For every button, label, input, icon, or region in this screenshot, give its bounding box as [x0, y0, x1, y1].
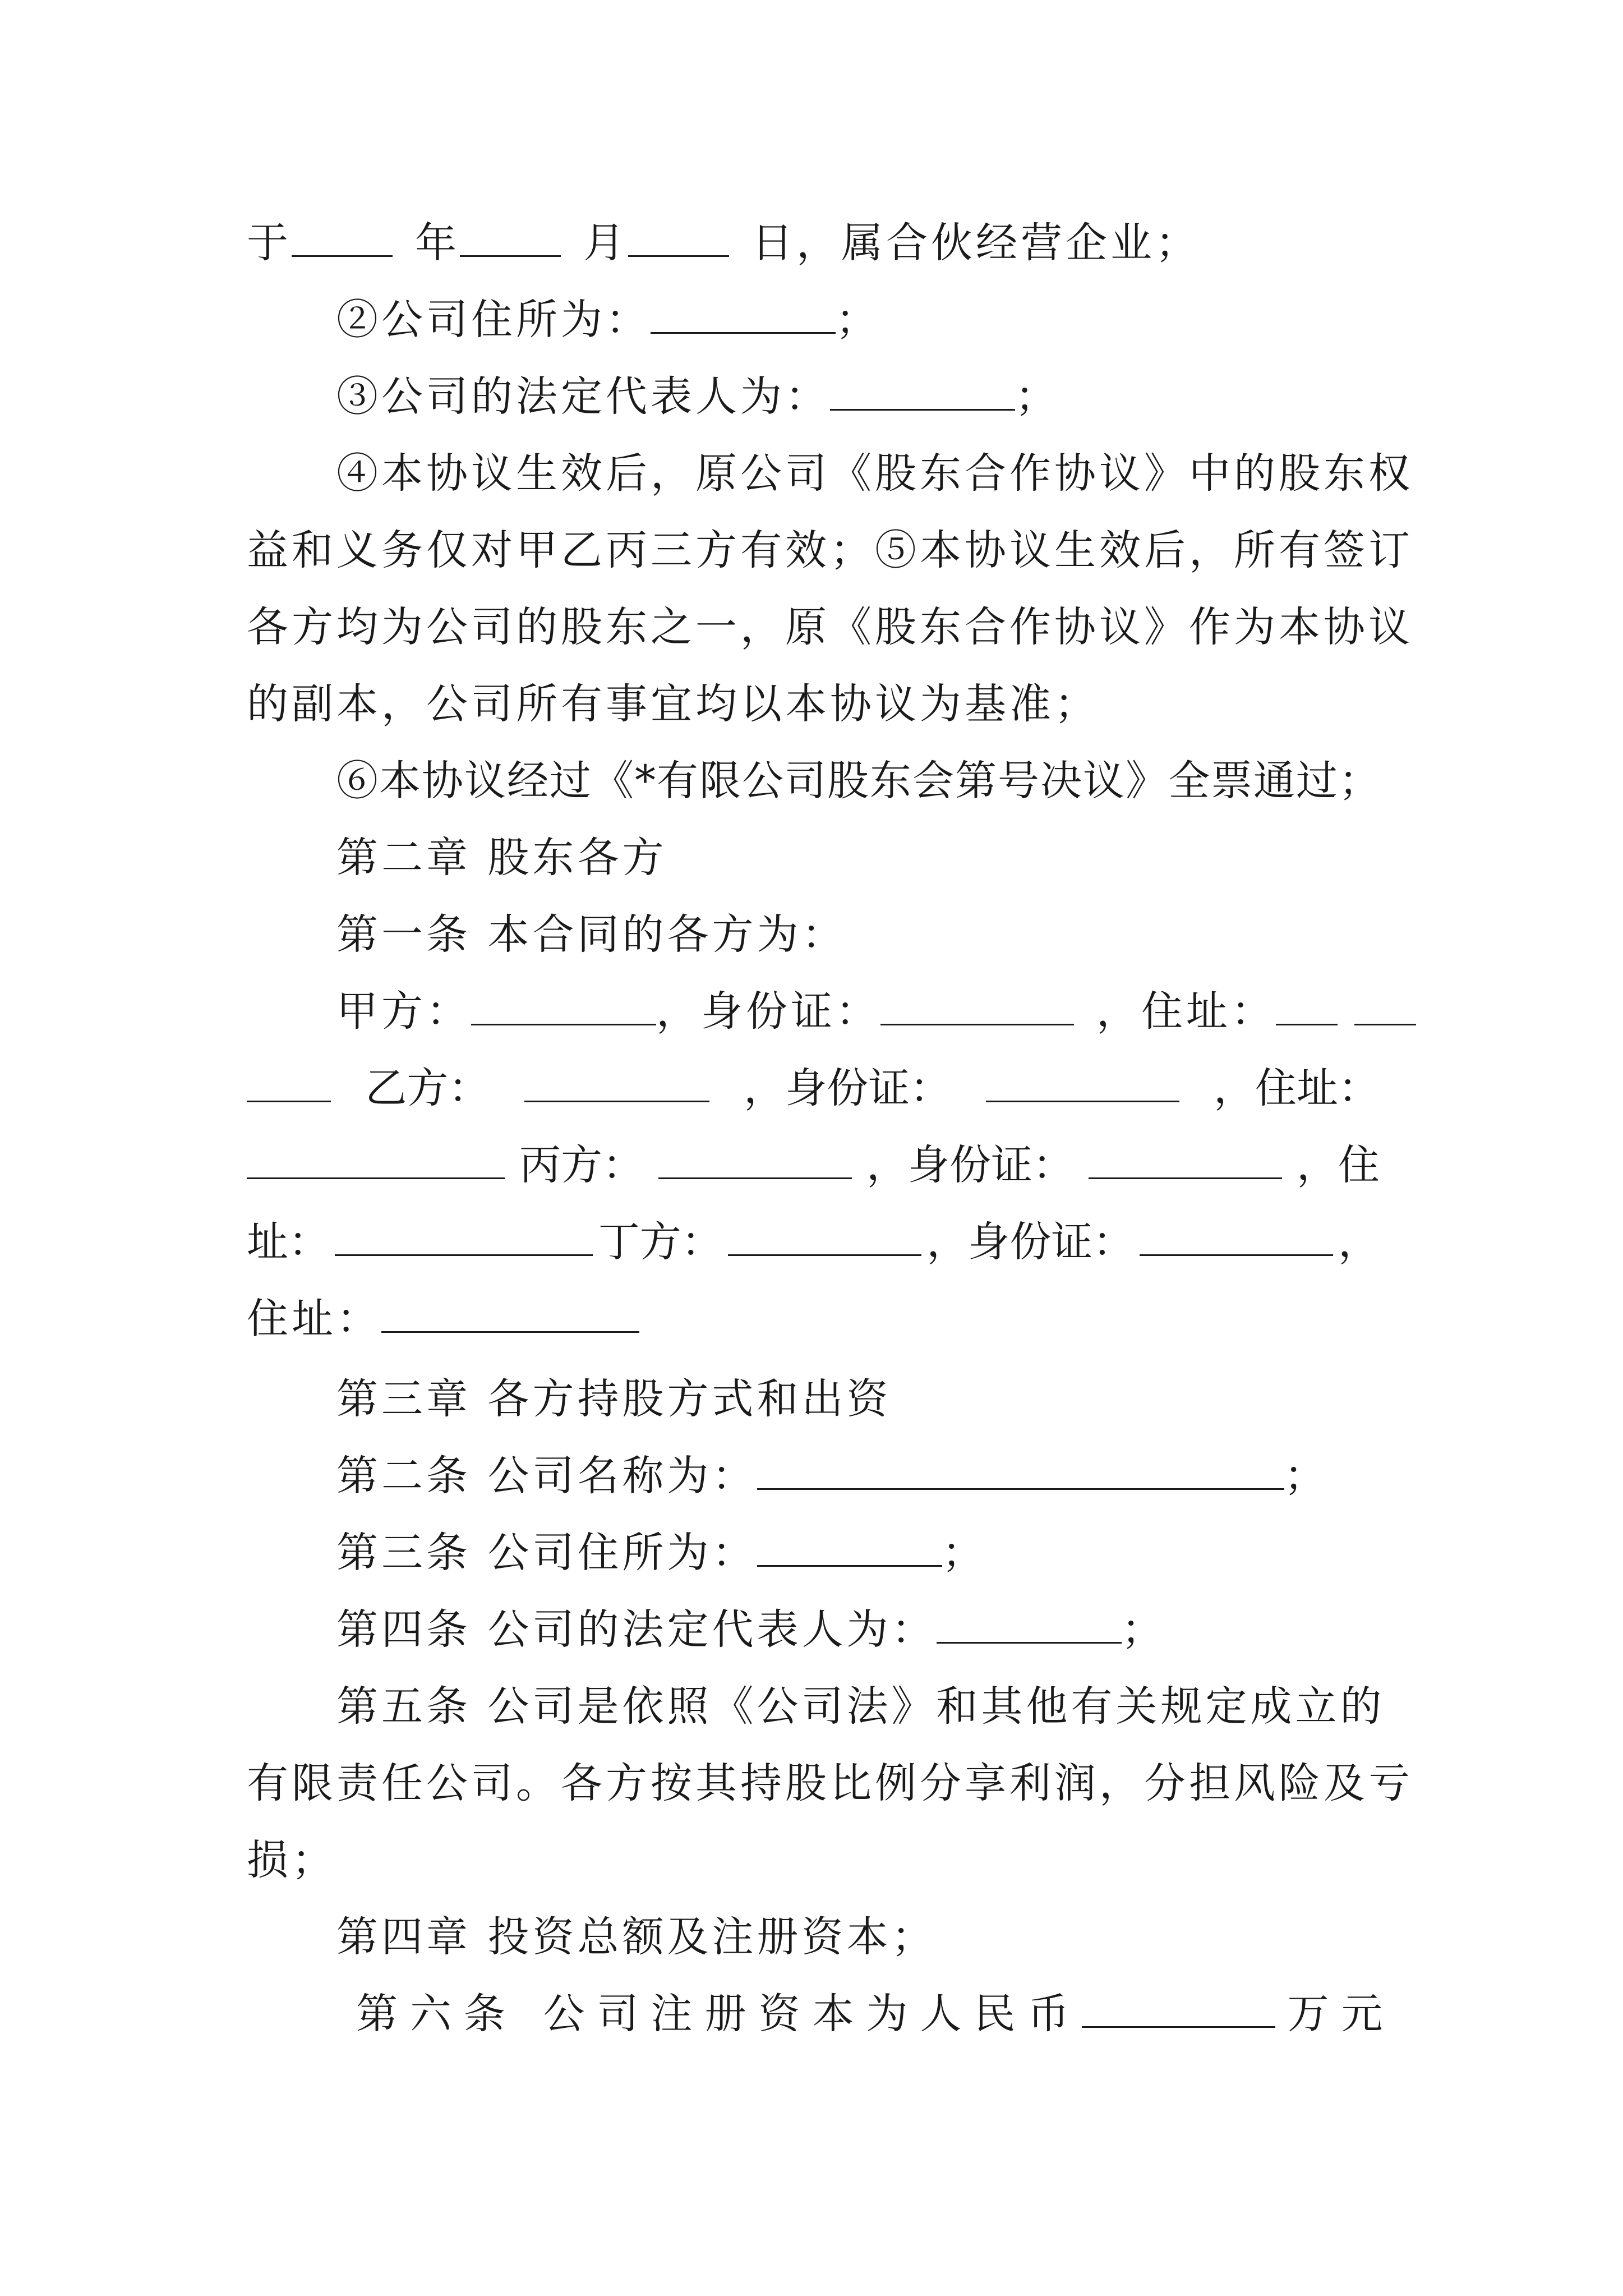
company-residence-line: 第三条 公司住所为： ；: [336, 1515, 1380, 1591]
paragraph-line: 有限责任公司。各方按其持股比例分享利润，分担风险及亏: [247, 1759, 1413, 1807]
party-c-address-blank[interactable]: [335, 1215, 593, 1256]
party-c-name-blank[interactable]: [658, 1138, 852, 1179]
party-a-name-blank[interactable]: [471, 984, 656, 1025]
legal-representative-line: ③公司的法定代表人为： ；: [336, 358, 1380, 435]
party-a-address-blank-2[interactable]: [1354, 984, 1416, 1025]
party-a-id-blank[interactable]: [880, 984, 1074, 1025]
chapter-heading: 第二章 股东各方: [336, 834, 667, 882]
company-address-blank[interactable]: [651, 293, 836, 334]
registered-capital-blank[interactable]: [1082, 1987, 1275, 2028]
party-d-address-line: 住址：: [247, 1281, 1380, 1358]
party-b-id-blank[interactable]: [986, 1061, 1179, 1102]
party-b-address-blank[interactable]: [247, 1138, 505, 1179]
party-c-line: 丙方： ，身份证： ，住: [247, 1127, 1380, 1204]
article-line: 第一条 本合同的各方为：: [336, 910, 847, 959]
chapter-heading: 第四章 投资总额及注册资本；: [336, 1913, 937, 1961]
party-d-name-blank[interactable]: [728, 1215, 921, 1256]
company-name-line: 第二条 公司名称为： ；: [336, 1438, 1380, 1515]
company-legal-rep-blank[interactable]: [937, 1603, 1122, 1644]
party-a-line: 甲方： ，身份证： ，住址：: [336, 973, 1380, 1050]
legal-representative-blank[interactable]: [830, 370, 1015, 411]
paragraph-line: 的副本，公司所有事宜均以本协议为基准；: [247, 680, 1099, 728]
party-b-line: 乙方： ，身份证： ，住址：: [247, 1050, 1380, 1127]
party-b-name-blank[interactable]: [524, 1061, 709, 1102]
company-address-line: ②公司住所为： ；: [336, 282, 1380, 358]
party-d-line: 址： 丁方： ，身份证： ，: [247, 1204, 1380, 1281]
paragraph-line: 第五条 公司是依照《公司法》和其他有关规定成立的: [336, 1682, 1385, 1731]
party-d-id-blank[interactable]: [1140, 1215, 1333, 1256]
party-a-address-blank[interactable]: [1276, 984, 1338, 1025]
party-a-address-blank-cont[interactable]: [247, 1061, 331, 1102]
paragraph-line: 益和义务仅对甲乙丙三方有效；⑤本协议生效后，所有签订: [247, 526, 1413, 574]
chapter-heading: 第三章 各方持股方式和出资: [336, 1375, 892, 1423]
paragraph-line: ④本协议生效后，原公司《股东合作协议》中的股东权: [336, 449, 1413, 498]
resolution-line: ⑥本协议经过《*有限公司股东会第号决议》全票通过；: [336, 757, 1381, 805]
paragraph-line: 损；: [247, 1836, 336, 1884]
establishment-date-line: 于 年 月 日，属合伙经营企业；: [247, 205, 1380, 282]
company-legal-rep-line: 第四条 公司的法定代表人为： ；: [336, 1591, 1380, 1668]
company-name-blank[interactable]: [757, 1449, 1284, 1490]
day-blank[interactable]: [628, 216, 729, 257]
month-blank[interactable]: [460, 216, 561, 257]
registered-capital-line: 第六条 公司注册资本为人民币 万元: [356, 1976, 1380, 2053]
company-residence-blank[interactable]: [757, 1526, 942, 1567]
paragraph-line: 各方均为公司的股东之一，原《股东合作协议》作为本协议: [247, 603, 1413, 651]
year-blank[interactable]: [292, 216, 393, 257]
party-c-id-blank[interactable]: [1089, 1138, 1282, 1179]
party-d-address-blank[interactable]: [381, 1292, 639, 1333]
